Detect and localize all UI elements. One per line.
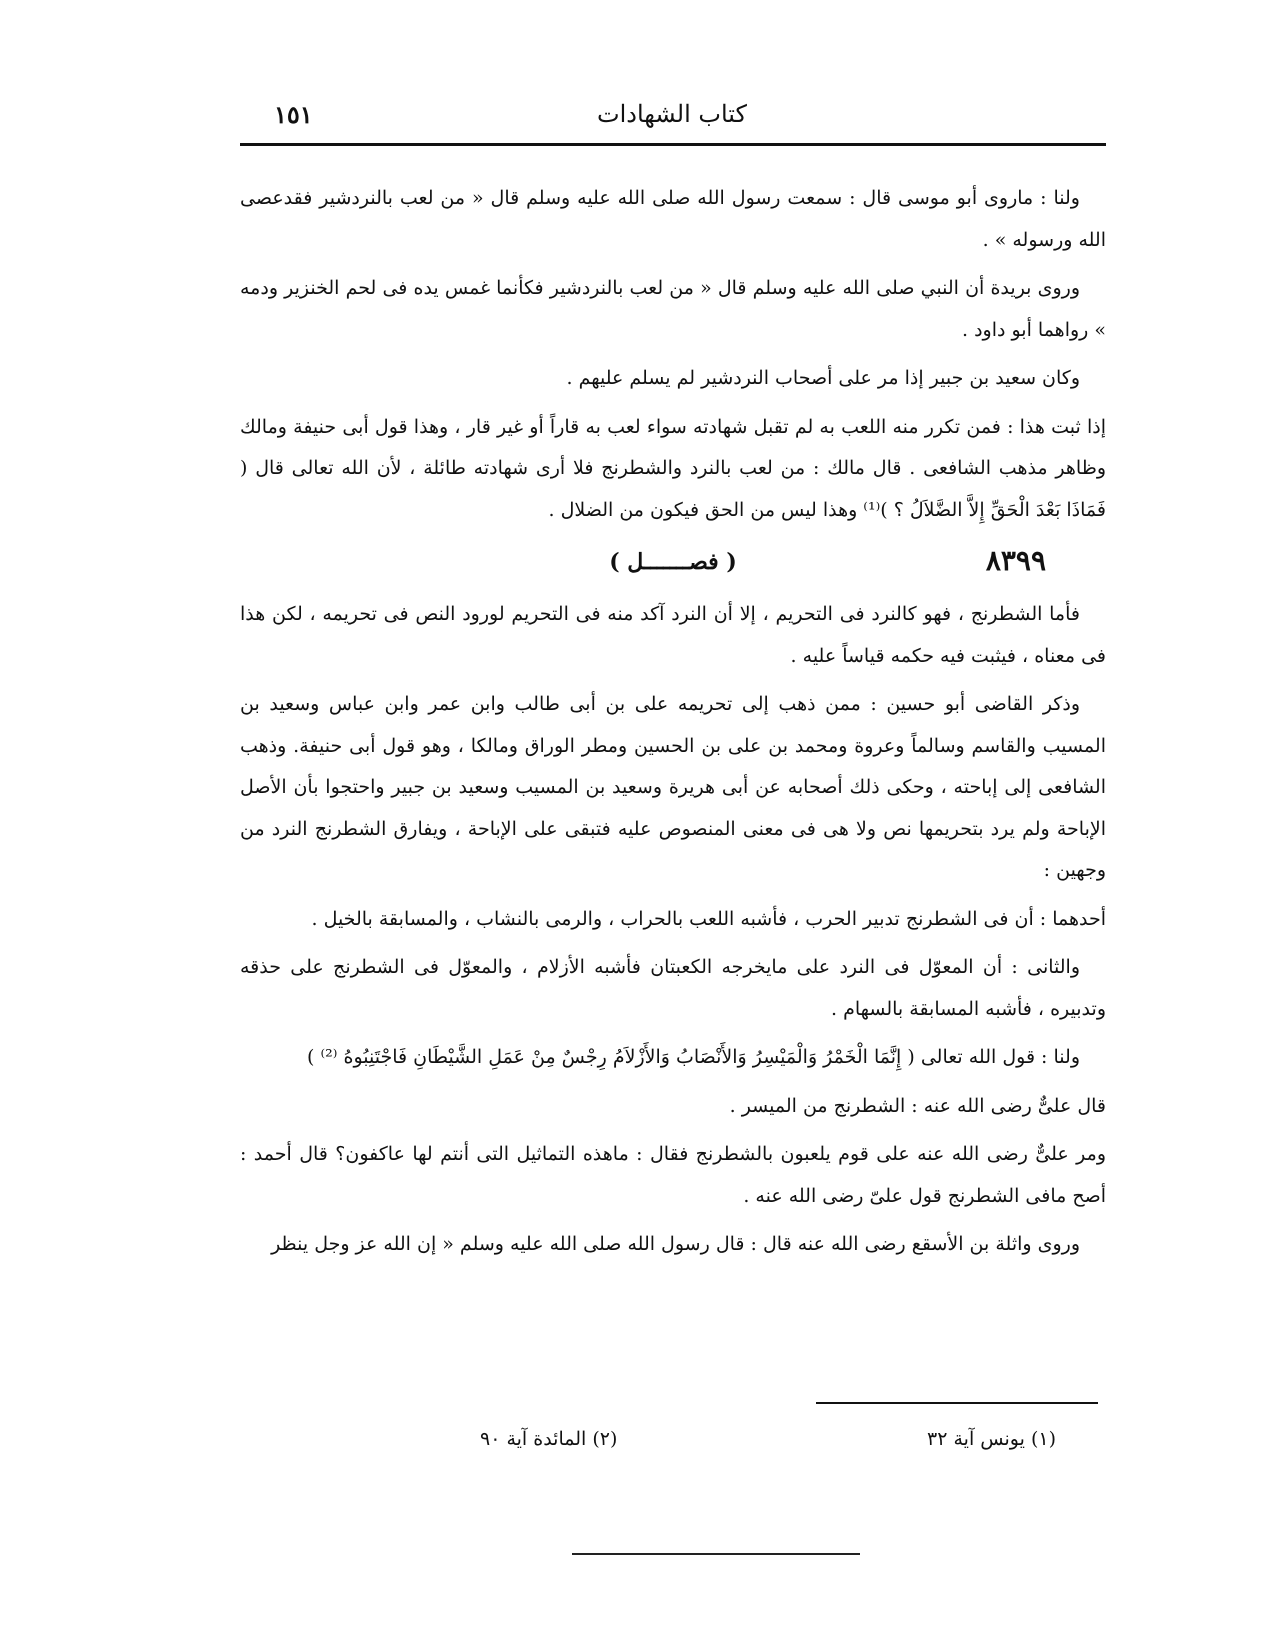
footnote-2: (٢) المائدة آية ٩٠ [480,1428,618,1450]
chapter-title: كتاب الشهادات [597,100,747,128]
paragraph: ولنا : ماروى أبو موسى قال : سمعت رسول الله صلى الله عليه وسلم قال « من لعب بالنردشير فقدعصى الله ورسوله » . [240,187,1106,251]
paragraph: وروى واثلة بن الأسقع رضى الله عنه قال : قال رسول الله صلى الله عليه وسلم « إن الله عز وجل ينظر [271,1233,1080,1255]
section-label: ( فصـــــــل ) [609,549,737,575]
section-heading [240,538,1106,586]
paragraph: ولنا : قول الله تعالى ( إِنَّمَا الْخَمْرُ وَالْمَيْسِرُ وَالأَنْصَابُ وَالأَزْلاَمُ رِجْسٌ مِنْ عَمَلِ الشَّيْطَانِ فَاجْتَنِبُوهُ ⁽²⁾ ) [307,1046,1080,1068]
footnotes [480,1428,1056,1468]
footnote-divider [816,1402,1098,1404]
paragraph: ومر علىٌّ رضى الله عنه على قوم يلعبون بالشطرنج فقال : ماهذه التماثيل التى أنتم لها عاكفون؟ قال أحمد : أصح مافى الشطرنج قول علىّ رضى الله عنه . [240,1143,1106,1207]
paragraph: وروى بريدة أن النبي صلى الله عليه وسلم قال « من لعب بالنردشير فكأنما غمس يده فى لحم الخنزير ودمه » رواهما أبو داود . [240,277,1106,341]
bottom-rule [572,1553,860,1555]
paragraph: وذكر القاضى أبو حسين : ممن ذهب إلى تحريمه على بن أبى طالب وابن عمر وابن عباس وسعيد بن المسيب والقاسم وسالماً وعروة ومحمد بن على بن الحسين ومطر الوراق ومالكا ، وهو قول أبى حنيفة. وذهب الشافعى إلى إباحته ، وحكى ذلك أصحابه عن أبى هريرة وسعيد بن المسيب وسعيد بن جبير واحتجوا بأن الأصل الإباحة ولم يرد بتحريمها نص ولا هى فى معنى المنصوص عليه فتبقى على الإباحة ، ويفارق الشطرنج النرد من وجهين : [240,693,1106,881]
header-divider [240,143,1106,146]
paragraph: فأما الشطرنج ، فهو كالنرد فى التحريم ، إلا أن النرد آكد منه فى التحريم لورود النص فى تحريمه ، لكن هذا فى معناه ، فيثبت فيه حكمه قياساً عليه . [240,603,1106,667]
footnote-1: (١) يونس آية ٣٢ [927,1428,1056,1450]
paragraph: أحدهما : أن فى الشطرنج تدبير الحرب ، فأشبه اللعب بالحراب ، والرمى بالنشاب ، والمسابقة بالخيل . [311,907,1106,930]
running-header [238,100,1106,136]
paragraph: قال علىٌّ رضى الله عنه : الشطرنج من الميسر . [729,1094,1106,1117]
paragraph: وكان سعيد بن جبير إذا مر على أصحاب النردشير لم يسلم عليهم . [566,367,1080,389]
main-text [240,178,1106,1266]
paragraph: إذا ثبت هذا : فمن تكرر منه اللعب به لم تقبل شهادته سواء لعب به قاراً أو غير قار ، وهذا قول أبى حنيفة ومالك وظاهر مذهب الشافعى . قال مالك : من لعب بالنرد والشطرنج فلا أرى شهادته طائلة ، لأن الله تعالى قال ( فَمَاذَا بَعْدَ الْحَقِّ إِلاَّ الضَّلاَلُ ؟ )⁽¹⁾ وهذا ليس من الحق فيكون من الضلال . [240,415,1106,521]
paragraph: والثانى : أن المعوّل فى النرد على مايخرجه الكعبتان فأشبه الأزلام ، والمعوّل فى الشطرنج على حذقه وتدبيره ، فأشبه المسابقة بالسهام . [240,956,1106,1020]
page-number: ١٥١ [274,100,313,129]
section-number: ٨٣٩٩ [985,544,1046,577]
